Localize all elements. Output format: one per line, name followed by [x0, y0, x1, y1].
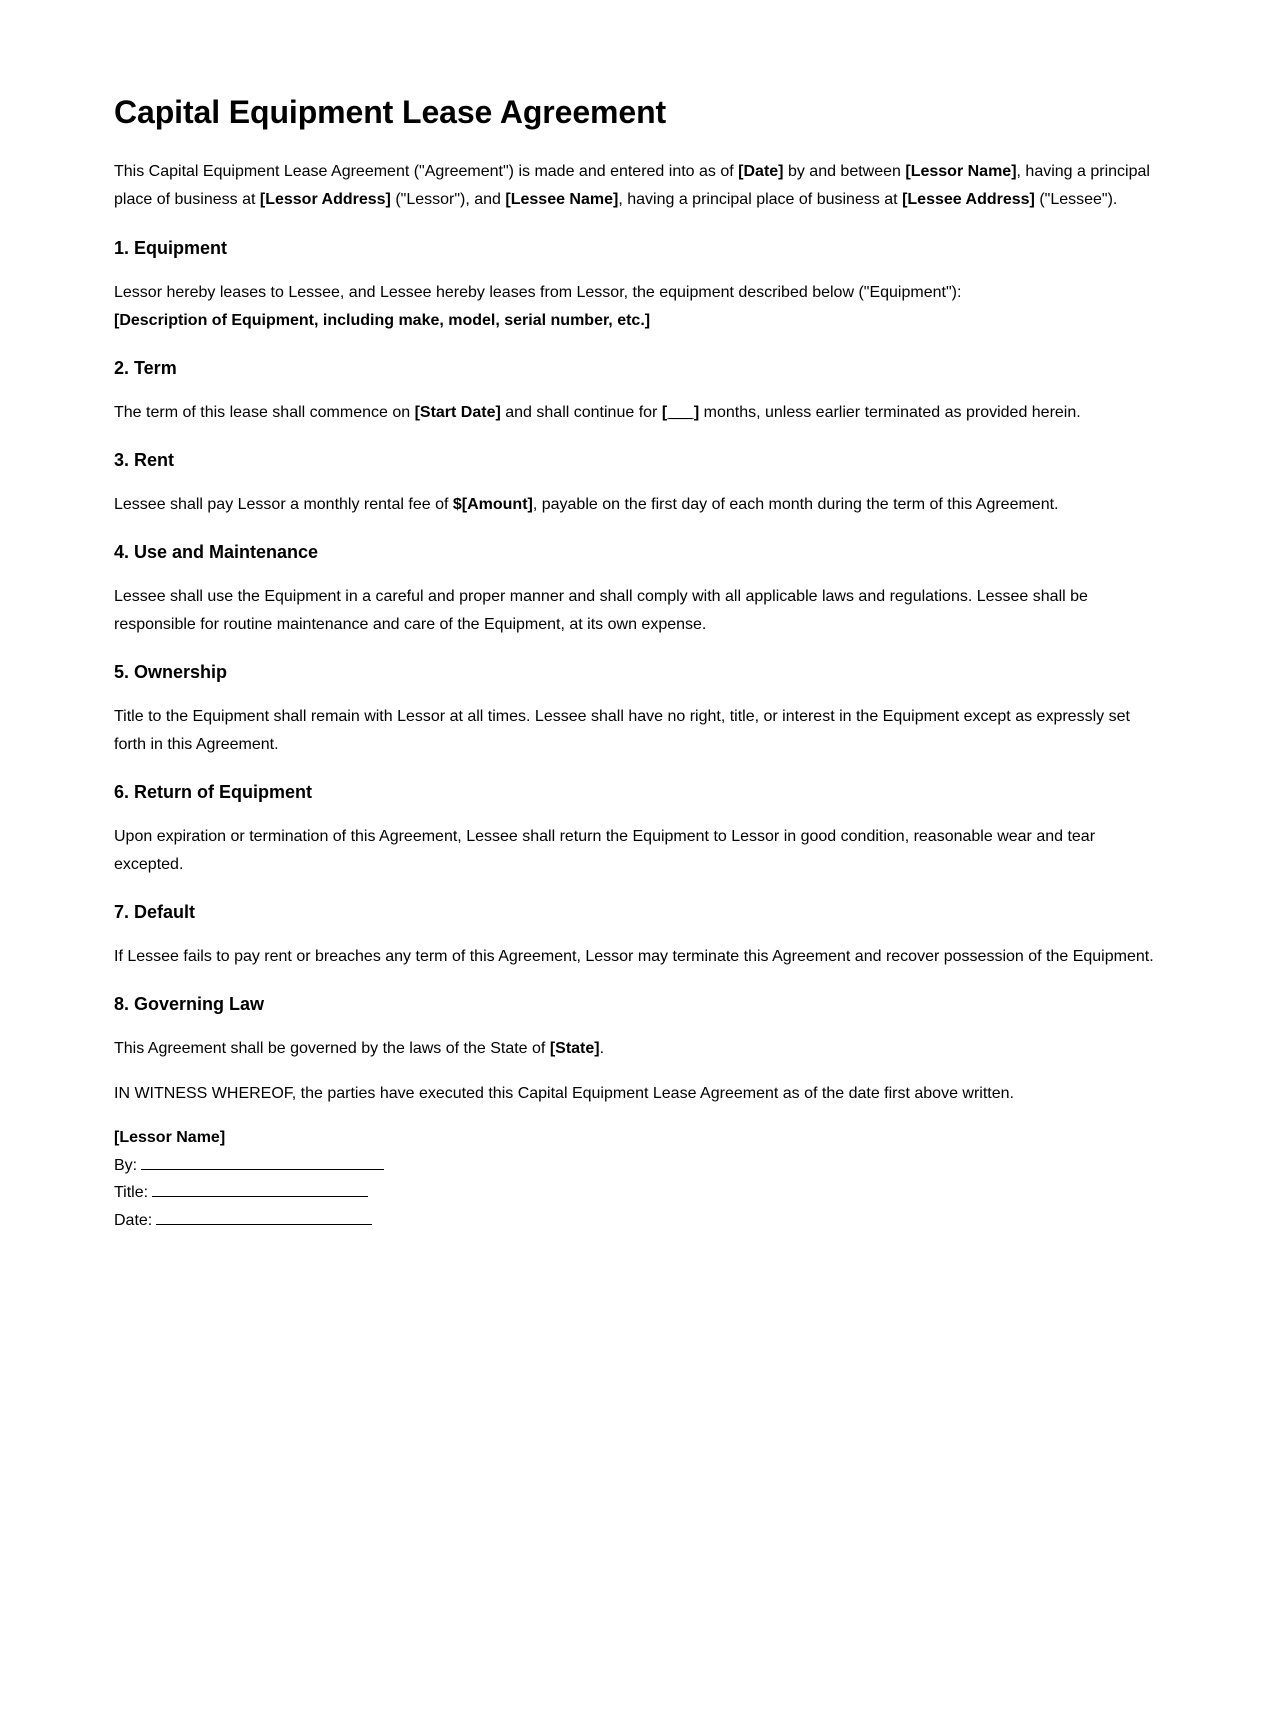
section-heading-term: 2. Term: [114, 358, 177, 378]
months-blank: [___]: [661, 404, 700, 421]
section-body-equipment: Lessor hereby leases to Lessee, and Lessee hereby leases from Lessor, the equipment described below ("Equipment"):: [114, 284, 962, 301]
lessor-name-placeholder: [Lessor Name]: [905, 163, 1017, 180]
signature-date-line: Date:: [114, 1207, 1157, 1235]
amount-placeholder: $[Amount]: [452, 496, 533, 513]
section-body-ownership: Title to the Equipment shall remain with Lessor at all times. Lessee shall have no right, title, or interest in the Equipment except as expressly set forth in this Agreement.: [114, 708, 1130, 753]
title-blank-line: [152, 1183, 368, 1197]
section-body-use: Lessee shall use the Equipment in a careful and proper manner and shall comply with all applicable laws and regulations. Lessee shall be responsible for routine maintenance and care of the Equipment, at its own expense.: [114, 588, 1088, 633]
signature-by-line: By:: [114, 1152, 1157, 1180]
section-body-return: Upon expiration or termination of this Agreement, Lessee shall return the Equipment to Lessor in good condition, reasonable wear and tear excepted.: [114, 828, 1096, 873]
signature-block: [114, 1124, 1157, 1234]
section-heading-rent: 3. Rent: [114, 450, 175, 470]
section-heading-ownership: 5. Ownership: [114, 662, 228, 682]
section-body-law: This Agreement shall be governed by the laws of the State of [State].: [114, 1040, 605, 1057]
section-heading-equipment: 1. Equipment: [114, 238, 228, 258]
equipment-description-placeholder: [Description of Equipment, including make, model, serial number, etc.]: [114, 312, 651, 329]
section-body-rent: Lessee shall pay Lessor a monthly rental fee of $[Amount], payable on the first day of each month during the term of this Agreement.: [114, 496, 1059, 513]
intro-paragraph: This Capital Equipment Lease Agreement ("Agreement") is made and entered into as of [Date] by and between [Lessor Name], having a principal place of business at [Lessor Address] ("Lessor"), and [Lessee Name], having a principal place of business at [Lessee Address] ("Lessee").: [114, 163, 1150, 208]
document-title: Capital Equipment Lease Agreement: [114, 94, 667, 130]
witness-clause: IN WITNESS WHEREOF, the parties have executed this Capital Equipment Lease Agreement as of the date first above written.: [114, 1085, 1014, 1102]
signature-party: [Lessor Name]: [114, 1129, 226, 1146]
by-blank-line: [141, 1156, 384, 1170]
signature-title-line: Title:: [114, 1179, 1157, 1207]
lessee-address-placeholder: [Lessee Address]: [902, 191, 1035, 208]
section-heading-use: 4. Use and Maintenance: [114, 542, 319, 562]
section-heading-default: 7. Default: [114, 902, 196, 922]
section-body-default: If Lessee fails to pay rent or breaches any term of this Agreement, Lessor may terminate this Agreement and recover possession of the Equipment.: [114, 948, 1154, 965]
section-body-term: The term of this lease shall commence on [Start Date] and shall continue for [___] months, unless earlier terminated as provided herein.: [114, 404, 1081, 421]
lessee-name-placeholder: [Lessee Name]: [505, 191, 619, 208]
section-heading-law: 8. Governing Law: [114, 994, 265, 1014]
start-date-placeholder: [Start Date]: [414, 404, 501, 421]
section-heading-return: 6. Return of Equipment: [114, 782, 312, 802]
state-placeholder: [State]: [549, 1040, 600, 1057]
lessor-address-placeholder: [Lessor Address]: [259, 191, 391, 208]
date-blank-line: [156, 1211, 372, 1225]
date-placeholder: [Date]: [738, 163, 784, 180]
